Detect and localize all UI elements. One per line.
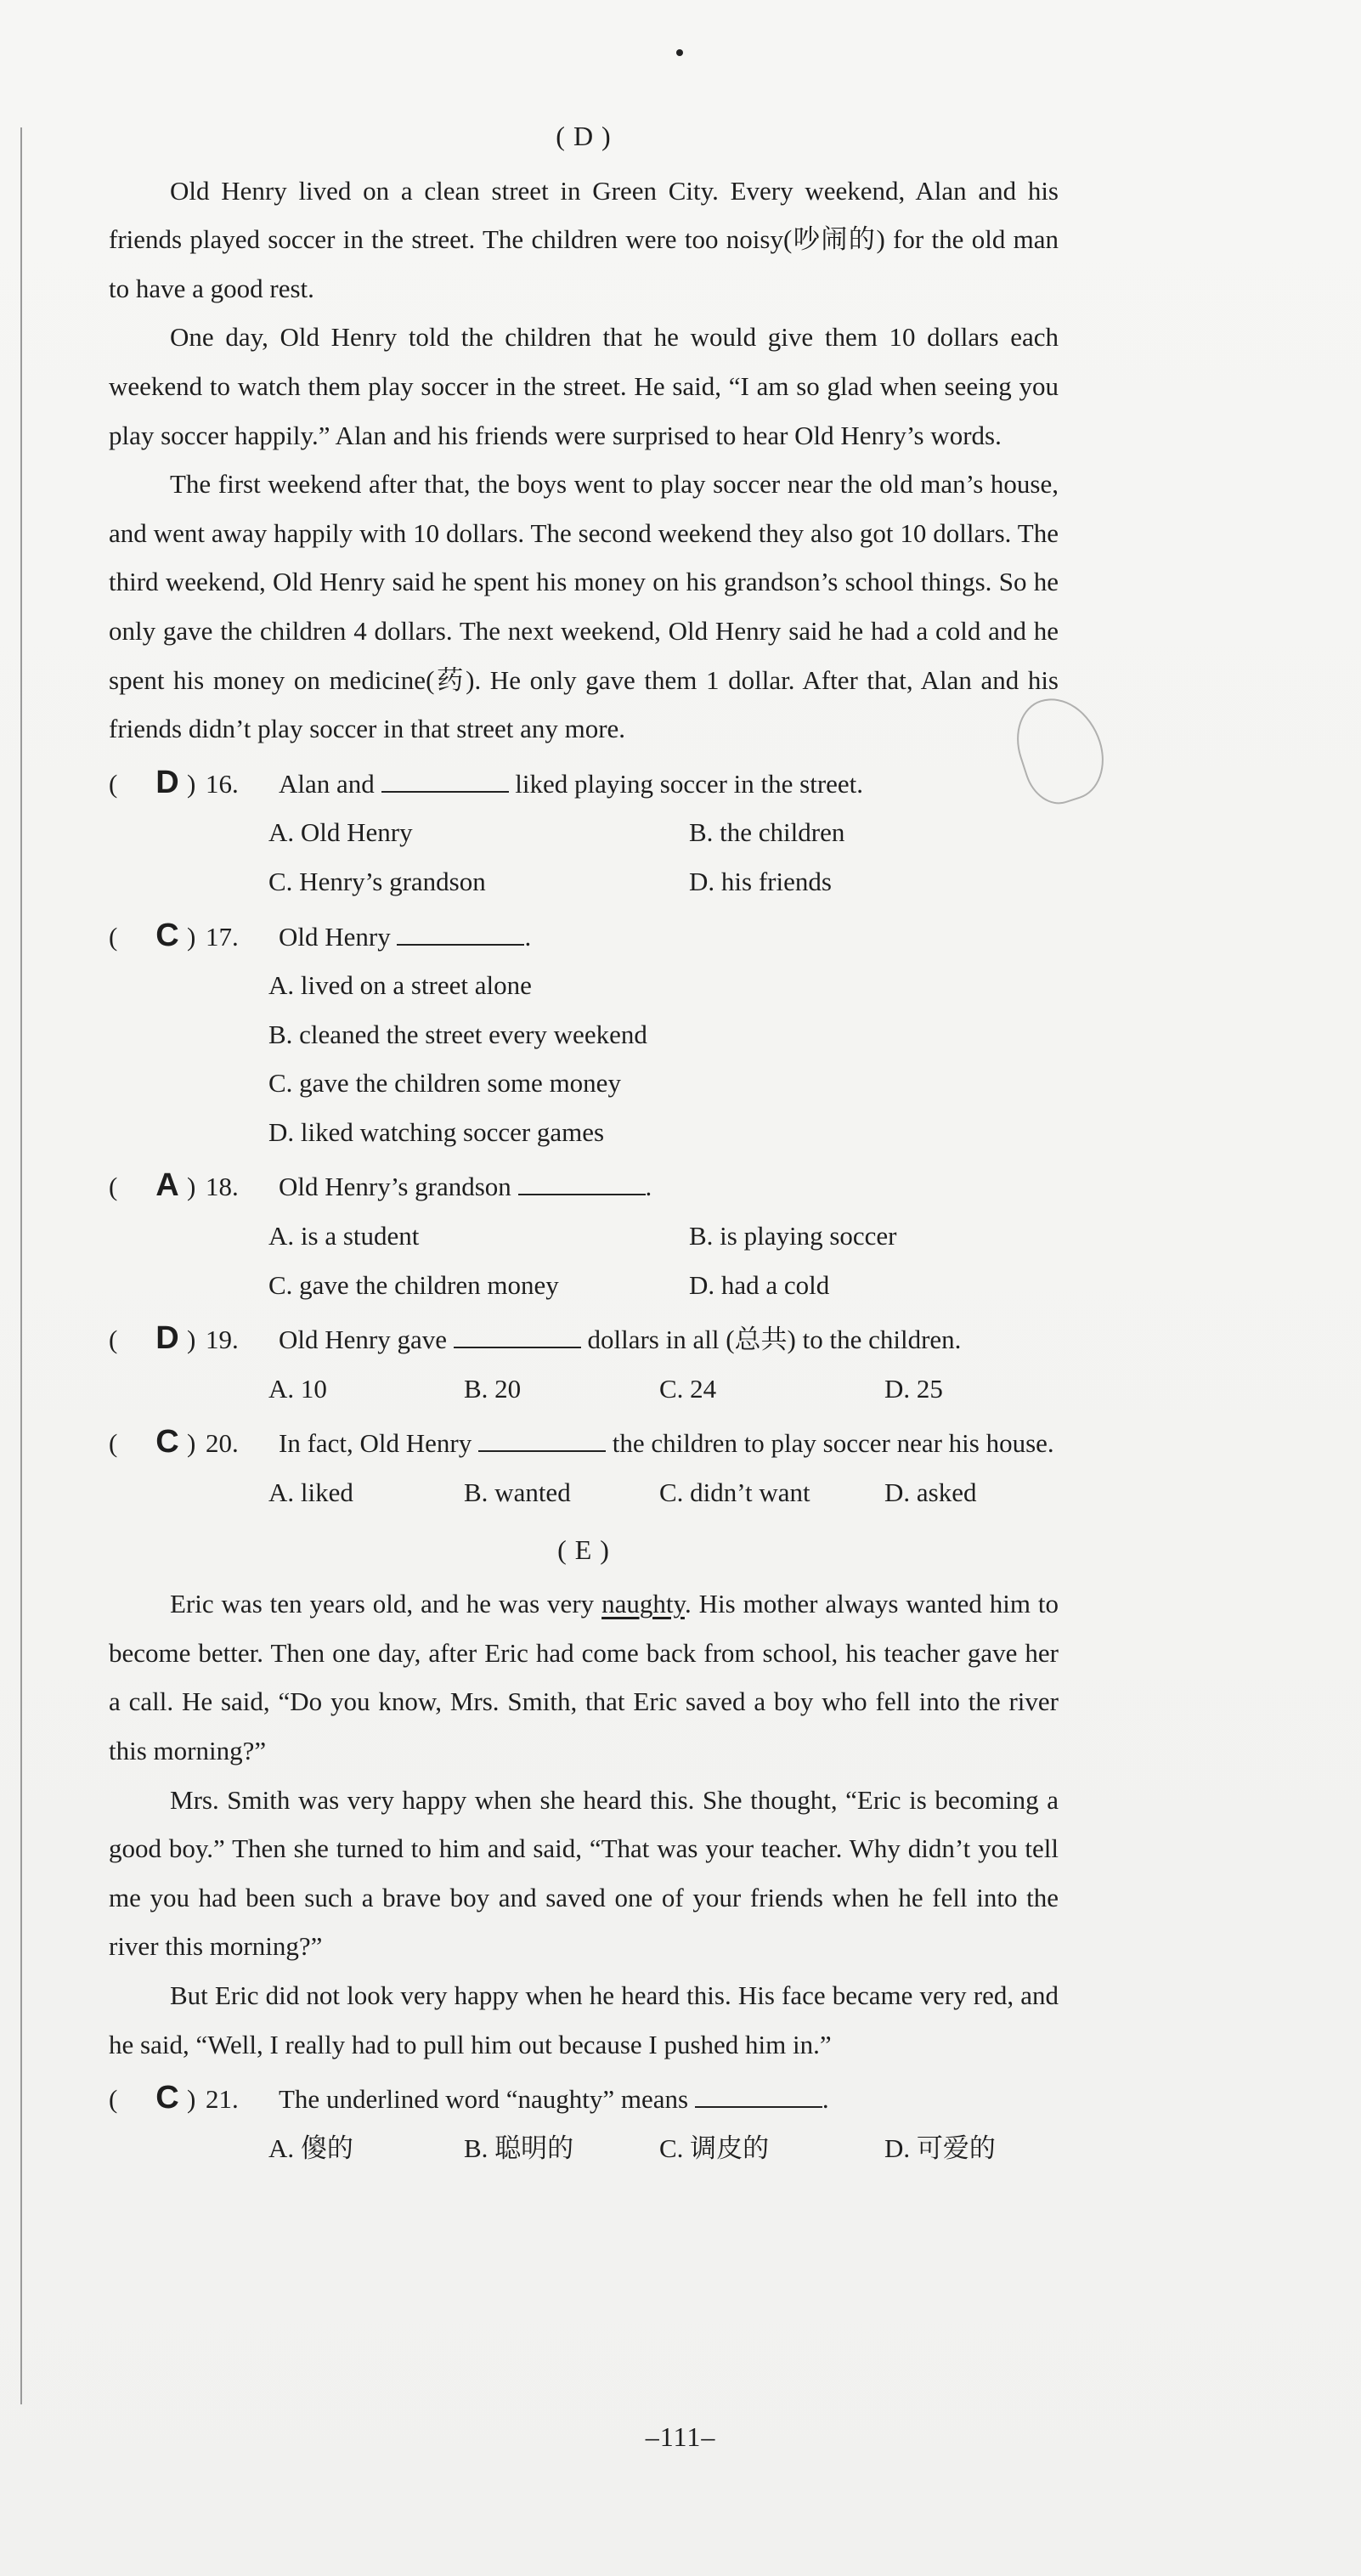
question-stem: In fact, Old Henry xyxy=(279,1428,472,1459)
question-17: ( C ) 17. Old Henry . A. lived on a street alone B. cleaned the street every weekend C. gave the children some money D. liked watching soccer games xyxy=(109,912,1059,1157)
answer-mark: C xyxy=(155,2080,179,2116)
section-d-paragraph: Old Henry lived on a clean street in Green City. Every weekend, Alan and his friends played soccer in the street. The children were too noisy(吵闹的) for the old man to have a good rest. xyxy=(109,175,1059,303)
option-a: A. 10 xyxy=(268,1373,327,1404)
option-d: D. liked watching soccer games xyxy=(268,1116,605,1147)
question-21: ( C ) 21. The underlined word “naughty” means . A. 傻的 B. 聪明的 C. 调皮的 D. 可爱的 xyxy=(109,2074,1059,2172)
page-number: –111– xyxy=(645,2421,716,2452)
option-c: C. gave the children some money xyxy=(268,1068,621,1099)
answer-mark: C xyxy=(155,917,179,953)
question-stem-end: the children to play soccer near his house. xyxy=(612,1428,1054,1459)
answer-blank xyxy=(695,2081,822,2108)
question-stem-end: liked playing soccer in the street. xyxy=(515,768,864,799)
option-d: D. 可爱的 xyxy=(884,2133,996,2163)
answer-mark: A xyxy=(155,1167,179,1204)
question-number: 17. xyxy=(206,921,239,952)
section-e-title: ( E ) xyxy=(557,1534,610,1565)
option-d: D. asked xyxy=(884,1477,977,1508)
question-stem-end: . xyxy=(822,2084,829,2115)
option-d: D. his friends xyxy=(689,866,832,896)
paragraph-text: . His mother always wanted him to become better. Then one day, after Eric had come back from school, his teacher gave her a call. He said, “Do you know, Mrs. Smith, that Eric saved a boy who fell into the river this morning?” xyxy=(109,1589,1059,1765)
question-stem-end: . xyxy=(524,921,532,952)
answer-blank xyxy=(454,1321,581,1348)
top-dot-mark xyxy=(676,49,683,56)
answer-mark: C xyxy=(155,1424,179,1460)
question-number: 19. xyxy=(206,1325,239,1355)
answer-mark: D xyxy=(155,764,179,800)
option-b: B. cleaned the street every weekend xyxy=(268,1019,647,1049)
answer-mark: D xyxy=(155,1320,179,1357)
option-c: C. didn’t want xyxy=(659,1477,810,1508)
question-stem: The underlined word “naughty” means xyxy=(279,2084,689,2115)
section-e-paragraph xyxy=(109,1579,1059,1775)
page-content xyxy=(109,109,1059,2172)
option-c: C. gave the children money xyxy=(268,1269,559,1300)
option-d: D. had a cold xyxy=(689,1269,830,1300)
option-b: B. the children xyxy=(689,817,845,848)
paragraph-text: Eric was ten years old, and he was very xyxy=(170,1589,595,1619)
question-stem-end: . xyxy=(645,1172,652,1202)
option-c: C. 调皮的 xyxy=(659,2133,770,2163)
option-b: B. is playing soccer xyxy=(689,1221,897,1251)
section-e-paragraph: Mrs. Smith was very happy when she heard this. She thought, “Eric is becoming a good boy.” Then she turned to him and said, “That was your teacher. Why didn’t you tell me you had been such a brave boy and saved one of your friends when he fell into the river this morning?” xyxy=(109,1784,1059,1962)
option-a: A. lived on a street alone xyxy=(268,970,532,1001)
answer-blank xyxy=(478,1425,606,1452)
answer-blank xyxy=(381,765,509,793)
question-stem: Old Henry’s grandson xyxy=(279,1172,511,1202)
option-b: B. 聪明的 xyxy=(464,2133,574,2163)
margin-rule xyxy=(20,127,22,2404)
question-stem: Old Henry gave xyxy=(279,1325,447,1355)
question-16: ( D ) 16. Alan and liked playing soccer in the street. A. Old Henry B. the children C. Henry’s grandson D. his friends xyxy=(109,759,1059,907)
question-number: 20. xyxy=(206,1428,239,1459)
option-a: A. 傻的 xyxy=(268,2133,353,2163)
section-e-paragraph: But Eric did not look very happy when he heard this. His face became very red, and he said, “Well, I really had to pull him out because I pushed him in.” xyxy=(109,1980,1059,2059)
question-number: 16. xyxy=(206,768,239,799)
answer-blank xyxy=(518,1168,646,1195)
answer-blank xyxy=(397,918,524,946)
question-stem-end: dollars in all (总共) to the children. xyxy=(587,1325,962,1355)
option-a: A. is a student xyxy=(268,1221,420,1251)
option-b: B. wanted xyxy=(464,1477,571,1508)
question-number: 18. xyxy=(206,1172,239,1202)
underlined-word: naughty xyxy=(601,1589,685,1619)
question-19: ( D ) 19. Old Henry gave dollars in all (总共) to the children. A. 10 B. 20 C. 24 D. 25 xyxy=(109,1314,1059,1413)
option-b: B. 20 xyxy=(464,1373,522,1404)
option-c: C. 24 xyxy=(659,1373,717,1404)
question-stem: Old Henry xyxy=(279,921,391,952)
option-d: D. 25 xyxy=(884,1373,943,1404)
section-d-paragraph: The first weekend after that, the boys went to play soccer near the old man’s house, and went away happily with 10 dollars. The second weekend they also got 10 dollars. The third weekend, Old Henry said he spent his money on his grandson’s school things. So he only gave the children 4 dollars. The next weekend, Old Henry said he had a cold and he spent his money on medicine(药). He only gave them 1 dollar. After that, Alan and his friends didn’t play soccer in that street any more. xyxy=(109,469,1059,744)
option-a: A. liked xyxy=(268,1477,353,1508)
question-18: ( A ) 18. Old Henry’s grandson . A. is a student B. is playing soccer C. gave the children money D. had a cold xyxy=(109,1161,1059,1309)
question-number: 21. xyxy=(206,2084,239,2115)
question-stem: Alan and xyxy=(279,768,375,799)
option-a: A. Old Henry xyxy=(268,817,413,848)
option-c: C. Henry’s grandson xyxy=(268,866,486,896)
section-d-title: ( D ) xyxy=(556,121,612,151)
question-20: ( C ) 20. In fact, Old Henry the children to play soccer near his house. A. liked B. wanted C. didn’t want D. asked xyxy=(109,1418,1059,1517)
section-d-paragraph: One day, Old Henry told the children that he would give them 10 dollars each weekend to watch them play soccer in the street. He said, “I am so glad when seeing you play soccer happily.” Alan and his friends were surprised to hear Old Henry’s words. xyxy=(109,322,1059,450)
